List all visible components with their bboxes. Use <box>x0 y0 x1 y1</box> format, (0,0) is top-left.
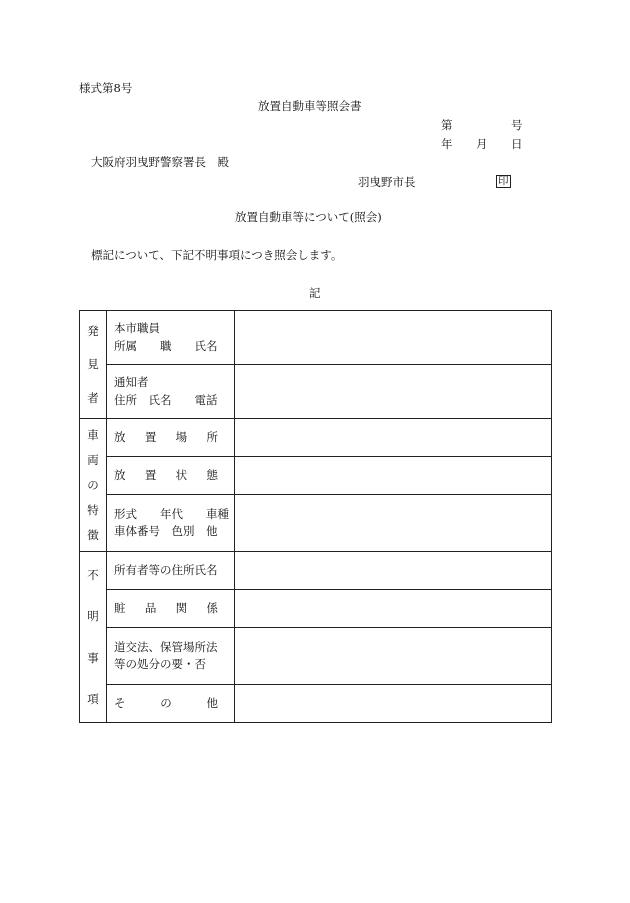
group-char: 明 <box>87 609 99 624</box>
label-city-staff <box>107 311 235 365</box>
group-char: 不 <box>87 568 99 583</box>
document-title: 放置自動車等照会書 <box>258 99 362 113</box>
label-char: 賍 <box>114 600 126 615</box>
doc-number-suffix: 号 <box>511 118 523 132</box>
label-line: 形式 年代 車種 <box>114 506 229 521</box>
group-char: 発 <box>87 324 99 339</box>
date-month: 月 <box>476 137 488 151</box>
label-disposal <box>107 628 235 685</box>
group-char: 事 <box>87 650 99 665</box>
label-char: 置 <box>144 467 157 482</box>
group-char: の <box>87 478 99 492</box>
sender: 羽曳野市長 <box>358 175 416 189</box>
group-vehicle-header <box>80 419 107 552</box>
value-abandon-location[interactable] <box>235 419 552 457</box>
label-line: 通知者 <box>114 375 149 390</box>
label-line: 本市職員 <box>114 321 160 336</box>
label-line: 所属 職 氏名 <box>114 338 218 353</box>
label-char: 状 <box>175 467 188 482</box>
date-day: 日 <box>511 137 523 151</box>
label-char: の <box>160 695 172 710</box>
group-unknown-header <box>80 552 107 723</box>
label-line: 所有者等の住所氏名 <box>114 562 218 577</box>
label-other <box>107 685 235 723</box>
label-char: そ <box>114 695 126 710</box>
label-line: 等の処分の要・否 <box>114 657 206 671</box>
label-char: 関 <box>175 600 188 615</box>
group-char: 項 <box>87 691 99 706</box>
date-year: 年 <box>441 137 453 151</box>
label-char: 態 <box>206 467 218 482</box>
label-char: 他 <box>206 695 218 710</box>
label-char: 場 <box>175 429 188 444</box>
subject-line: 放置自動車等について(照会) <box>235 210 382 224</box>
value-vehicle-model[interactable] <box>235 495 552 552</box>
group-discoverer-header <box>80 311 107 419</box>
value-owner[interactable] <box>235 552 552 590</box>
label-char: 係 <box>206 600 218 615</box>
label-char: 品 <box>144 600 157 615</box>
ki-heading: 記 <box>309 286 321 300</box>
body-text: 標記について、下記不明事項につき照会します。 <box>91 248 343 262</box>
label-stolen-goods <box>107 590 235 628</box>
group-char: 両 <box>87 453 99 467</box>
label-char: 所 <box>206 429 218 444</box>
label-owner <box>107 552 235 590</box>
group-char: 車 <box>87 428 99 442</box>
label-char: 置 <box>144 429 157 444</box>
group-char: 特 <box>87 503 99 517</box>
value-city-staff[interactable] <box>235 311 552 365</box>
value-notifier[interactable] <box>235 365 552 419</box>
group-char: 徴 <box>87 528 99 542</box>
label-line: 道交法、保管場所法 <box>114 639 218 654</box>
group-char: 見 <box>87 357 99 372</box>
form-number: 様式第8号 <box>79 81 133 95</box>
addressee: 大阪府羽曳野警察署長 殿 <box>91 155 229 169</box>
label-notifier <box>107 365 235 419</box>
seal-mark: 印 <box>498 175 509 187</box>
value-other[interactable] <box>235 685 552 723</box>
label-char: 放 <box>114 467 126 482</box>
value-disposal[interactable] <box>235 628 552 685</box>
group-char: 者 <box>87 390 99 405</box>
doc-number-prefix: 第 <box>441 118 453 132</box>
inquiry-table <box>79 310 552 723</box>
label-char: 放 <box>114 429 126 444</box>
value-stolen-goods[interactable] <box>235 590 552 628</box>
label-abandon-state <box>107 457 235 495</box>
label-vehicle-model <box>107 495 235 552</box>
label-line: 住所 氏名 電話 <box>114 392 218 407</box>
label-abandon-location <box>107 419 235 457</box>
value-abandon-state[interactable] <box>235 457 552 495</box>
label-line: 車体番号 色別 他 <box>114 524 218 538</box>
